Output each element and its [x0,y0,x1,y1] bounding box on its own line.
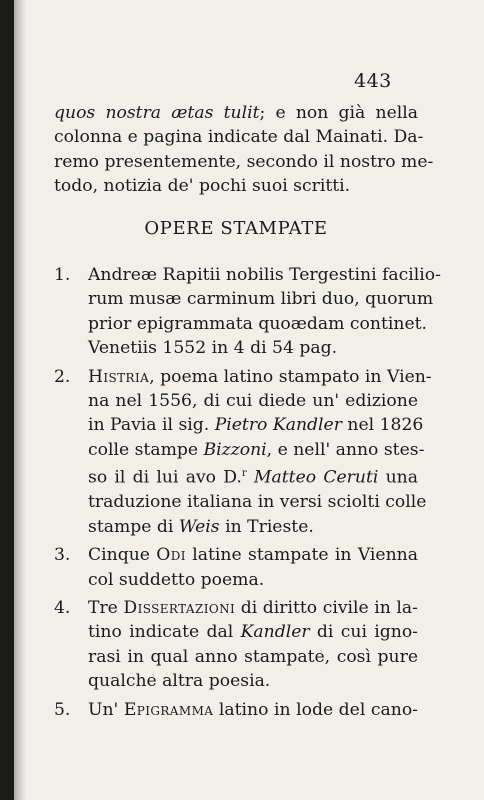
item-text: Un' [88,699,124,720]
item-line [88,596,418,620]
item-number: 3. [54,545,71,566]
item-text: una [378,467,418,488]
intro-line: todo, notizia de' pochi suoi scritti. [54,176,351,197]
item-text: latine stampate in Vienna [185,545,418,566]
item-text: stampe di [88,516,179,537]
item-line: prior epigrammata quoædam continet. [88,313,427,334]
page-number: 443 [354,70,392,92]
item-text: latino in lode del cano- [213,699,418,720]
item-text: in Pavia il sig. [88,415,215,436]
item-line: col suddetto poema. [88,569,265,590]
intro-paragraph [54,101,434,199]
item-text: in Trieste. [219,516,314,537]
list-item [54,698,418,722]
item-line [88,438,425,462]
item-number: 5. [54,699,71,720]
person-name: Kandler [240,622,310,643]
item-line [88,462,418,490]
item-line: na nel 1556, di cui diede un' edizione [88,391,418,412]
item-line [88,413,424,437]
item-text: di cui igno- [309,622,418,643]
item-text: , e nell' anno stes- [266,439,425,460]
item-number: 2. [54,366,71,387]
title-small-caps: Histria [88,366,150,387]
item-number: 4. [54,598,71,619]
item-line [88,620,418,644]
item-text: Cinque [88,545,157,566]
title-small-caps: Dissertazioni [123,598,236,619]
item-text: di diritto civile in la- [235,598,418,619]
title-small-caps: Epigramma [123,699,214,720]
intro-text: ; e non già nella [259,103,418,123]
intro-line: colonna e pagina indicate dal Mainati. Da- [54,127,424,148]
book-page [14,0,484,800]
item-text: , poema latino stampato in Vien- [149,366,432,387]
item-line: rum musæ carminum libri duo, quorum [88,289,434,310]
item-number: 1. [54,265,71,285]
item-text: colle stampe [88,439,204,460]
superscript: r [241,468,247,480]
person-name: Matteo Ceruti [253,467,379,488]
item-text: Tre [88,598,124,619]
person-name: Pietro Kandler [214,415,342,436]
item-line: Andreæ Rapitii nobilis Tergestini facilio- [88,265,441,285]
item-line [88,543,418,567]
title-small-caps: Odi [156,545,186,566]
item-line: qualche altra poesia. [88,671,271,692]
item-text: tino indicate dal [88,622,241,643]
item-text: nel 1826 [341,415,424,436]
works-list [54,263,441,726]
list-item [54,543,418,592]
item-text: so il di lui avo D. [88,467,242,488]
item-line [88,365,432,389]
item-line: rasi in qual anno stampate, così pure [88,646,418,667]
item-line [88,698,418,722]
intro-italic: quos nostra ætas tulit [54,103,260,123]
item-line: Venetiis 1552 in 4 di 54 pag. [88,338,338,359]
item-line [88,515,418,539]
item-line: traduzione italiana in versi sciolti colle [88,492,427,513]
publisher-name: Weis [178,516,220,537]
list-item [54,596,418,694]
page-gutter-shadow [14,0,26,800]
intro-line: remo presentemente, secondo il nostro me- [54,151,434,172]
intro-line [54,101,418,125]
section-heading: OPERE STAMPATE [144,218,328,239]
publisher-name: Bizzoni [203,439,267,460]
list-item [54,365,432,540]
list-item [54,263,441,361]
